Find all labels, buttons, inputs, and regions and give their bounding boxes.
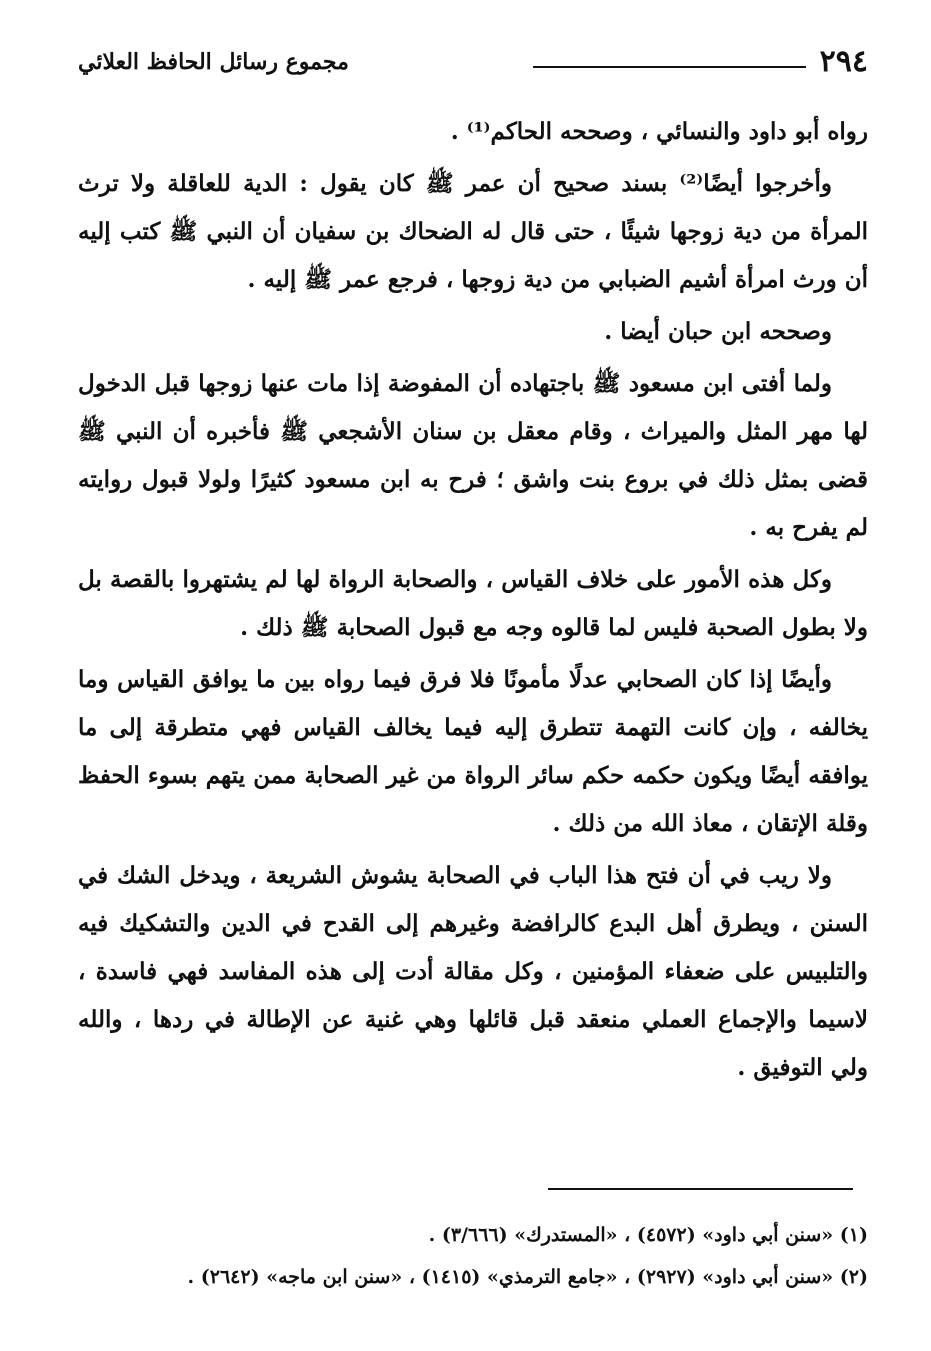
footnote: (٢) «سنن أبي داود» (٢٩٢٧) ، «جامع الترمذي» (١٤١٥) ، «سنن ابن ماجه» (٢٦٤٢) .	[187, 1266, 868, 1288]
paragraph: ولما أفتى ابن مسعود ﷺ باجتهاده أن المفوضة إذا مات عنها زوجها قبل الدخول لها مهر المثل والميراث ، وقام معقل بن سنان الأشجعي ﷺ فأخبره أن النبي ﷺ قضى بمثل ذلك في بروع بنت واشق ؛ فرح به ابن مسعود كثيرًا ولولا قبول روايته لم يفرح به .	[78, 370, 868, 541]
page-header	[78, 40, 868, 84]
book-title: مجموع رسائل الحافظ العلائي	[78, 49, 349, 75]
paragraph: ولا ريب في أن فتح هذا الباب في الصحابة يشوش الشريعة ، ويدخل الشك في السنن ، ويطرق أهل البدع كالرافضة وغيرهم إلى القدح في الدين والتشكيك فيه والتلبيس على ضعفاء المؤمنين ، وكل مقالة أدت إلى هذه المفاسد فهي فاسدة ، لاسيما والإجماع العملي منعقد قبل قائلها وهي غنية عن الإطالة في ردها ، والله ولي التوفيق .	[78, 862, 868, 1081]
paragraph: وأيضًا إذا كان الصحابي عدلًا مأمونًا فلا فرق فيما رواه بين ما يوافق القياس وما يخالفه ، وإن كانت التهمة تتطرق إليه فيما يخالف القياس فهي متطرقة إلى ما يوافقه أيضًا ويكون حكمه حكم سائر الرواة من غير الصحابة ممن يتهم بسوء الحفظ وقلة الإتقان ، معاذ الله من ذلك .	[78, 666, 868, 837]
footnote-separator	[548, 1188, 853, 1190]
paragraph: وكل هذه الأمور على خلاف القياس ، والصحابة الرواة لها لم يشتهروا بالقصة بل ولا بطول الصحبة فليس لما قالوه وجه مع قبول الصحابة ﷺ ذلك .	[78, 566, 868, 641]
page-number: ٢٩٤	[819, 44, 868, 79]
main-text	[78, 108, 868, 1096]
footnotes	[78, 1214, 868, 1298]
footnote: (١) «سنن أبي داود» (٤٥٧٢) ، «المستدرك» (٣/٦٦٦) .	[428, 1224, 868, 1246]
header-rule	[533, 66, 806, 68]
paragraph: وأخرجوا أيضًا⁽²⁾ بسند صحيح أن عمر ﷺ كان يقول : الدية للعاقلة ولا ترث المرأة من دية زوجها شيئًا ، حتى قال له الضحاك بن سفيان أن النبي ﷺ كتب إليه أن ورث امرأة أشيم الضبابي من دية زوجها ، فرجع عمر ﷺ إليه .	[78, 170, 868, 293]
paragraph: رواه أبو داود والنسائي ، وصححه الحاكم⁽¹⁾ .	[450, 118, 868, 145]
paragraph: وصححه ابن حبان أيضا .	[604, 318, 832, 345]
